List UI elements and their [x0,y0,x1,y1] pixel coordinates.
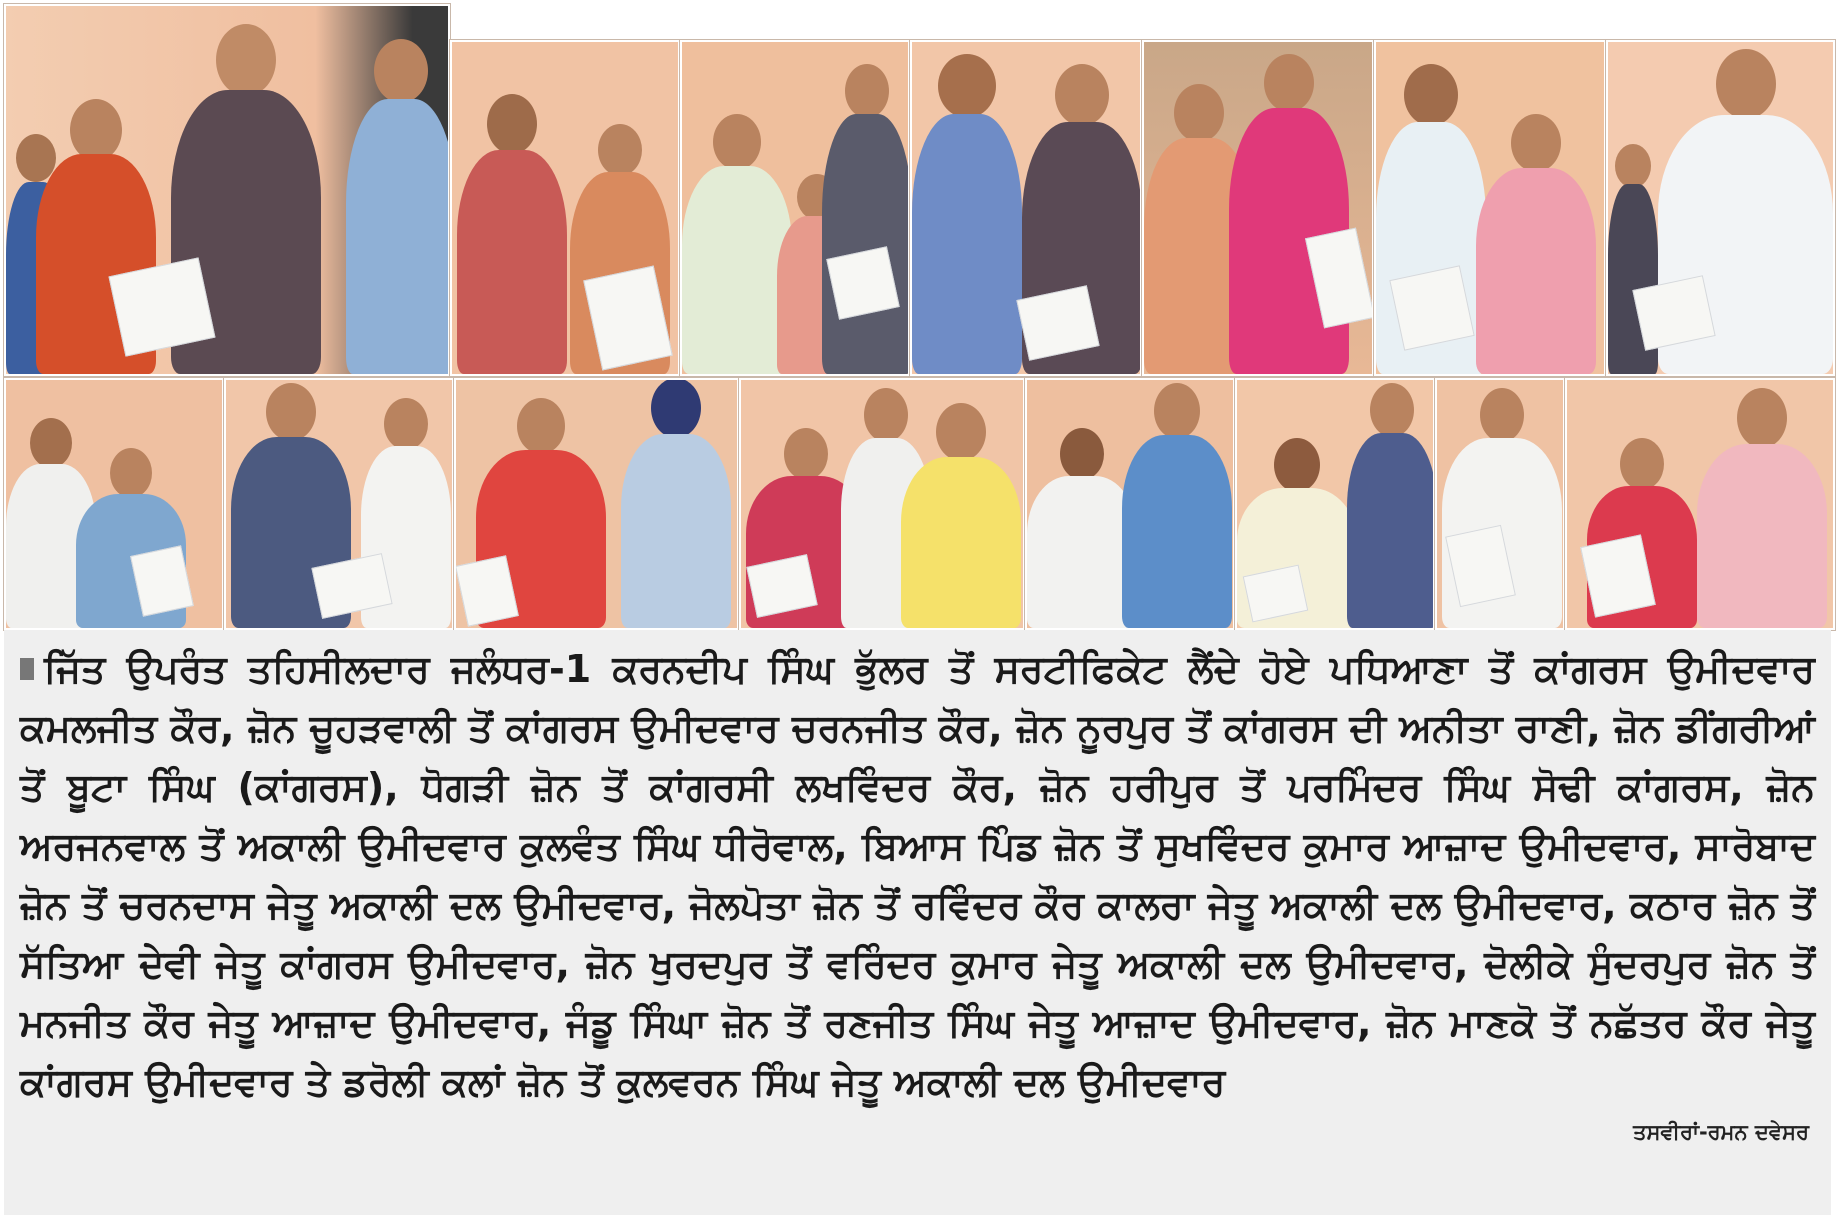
photo-15 [1565,378,1835,630]
photo-credit: ਤਸਵੀਰਾਂ-ਰਮਨ ਦਵੇਸਰ [1633,1120,1809,1144]
photo-5 [1142,40,1374,376]
photo-10 [454,378,739,630]
photo-14 [1435,378,1565,630]
bullet-marker [20,658,34,680]
photo-6 [1374,40,1606,376]
caption-text: ਜਿੱਤ ਉਪਰੰਤ ਤਹਿਸੀਲਦਾਰ ਜਲੰਧਰ-1 ਕਰਨਦੀਪ ਸਿੰਘ ਭੁੱਲਰ ਤੋਂ ਸਰਟੀਫਿਕੇਟ ਲੈਂਦੇ ਹੋਏ ਪਧਿਆਣਾ ਤੋਂ ਕਾਂਗਰਸ ਉਮੀਦਵਾਰ ਕਮਲਜੀਤ ਕੌਰ, ਜ਼ੋਨ ਚੂਹੜਵਾਲੀ ਤੋਂ ਕਾਂਗਰਸ ਉਮੀਦਵਾਰ ਚਰਨਜੀਤ ਕੌਰ, ਜ਼ੋਨ ਨੂਰਪੁਰ ਤੋਂ ਕਾਂਗਰਸ ਦੀ ਅਨੀਤਾ ਰਾਣੀ, ਜ਼ੋਨ ਡੀਂਗਰੀਆਂ ਤੋਂ ਬੂਟਾ ਸਿੰਘ (ਕਾਂਗਰਸ), ਧੋਗੜੀ ਜ਼ੋਨ ਤੋਂ ਕਾਂਗਰਸੀ ਲਖਵਿੰਦਰ ਕੌਰ, ਜ਼ੋਨ ਹਰੀਪੁਰ ਤੋਂ ਪਰਮਿੰਦਰ ਸਿੰਘ ਸੋਢੀ ਕਾਂਗਰਸ, ਜ਼ੋਨ ਅਰਜਨਵਾਲ ਤੋਂ ਅਕਾਲੀ ਉਮੀਦਵਾਰ ਕੁਲਵੰਤ ਸਿੰਘ ਧੀਰੋਵਾਲ, ਬਿਆਸ ਪਿੰਡ ਜ਼ੋਨ ਤੋਂ ਸੁਖਵਿੰਦਰ ਕੁਮਾਰ ਆਜ਼ਾਦ ਉਮੀਦਵਾਰ, ਸਾਰੋਬਾਦ ਜ਼ੋਨ ਤੋਂ ਚਰਨਦਾਸ ਜੇਤੂ ਅਕਾਲੀ ਦਲ ਉਮੀਦਵਾਰ, ਜੋਲਪੋਤਾ ਜ਼ੋਨ ਤੋਂ ਰਵਿੰਦਰ ਕੌਰ ਕਾਲਰਾ ਜੇਤੂ ਅਕਾਲੀ ਦਲ ਉਮੀਦਵਾਰ, ਕਠਾਰ ਜ਼ੋਨ ਤੋਂ ਸੱਤਿਆ ਦੇਵੀ ਜੇਤੂ ਕਾਂਗਰਸ ਉਮੀਦਵਾਰ, ਜ਼ੋਨ ਖੁਰਦਪੁਰ ਤੋਂ ਵਰਿੰਦਰ ਕੁਮਾਰ ਜੇਤੂ ਅਕਾਲੀ ਦਲ ਉਮੀਦਵਾਰ, ਦੋਲੀਕੇ ਸੁੰਦਰਪੁਰ ਜ਼ੋਨ ਤੋਂ ਮਨਜੀਤ ਕੌਰ ਜੇਤੂ ਆਜ਼ਾਦ ਉਮੀਦਵਾਰ, ਜੰਡੂ ਸਿੰਘਾ ਜ਼ੋਨ ਤੋਂ ਰਣਜੀਤ ਸਿੰਘ ਜੇਤੂ ਆਜ਼ਾਦ ਉਮੀਦਵਾਰ, ਜ਼ੋਨ ਮਾਣਕੋ ਤੋਂ ਨਛੱਤਰ ਕੌਰ ਜੇਤੂ ਕਾਂਗਰਸ ਉਮੀਦਵਾਰ ਤੇ ਡਰੋਲੀ ਕਲਾਂ ਜ਼ੋਨ ਤੋਂ ਕੁਲਵਰਨ ਸਿੰਘ ਜੇਤੂ ਅਕਾਲੀ ਦਲ ਉਮੀਦਵਾਰ [20,647,1815,1104]
photo-4 [910,40,1142,376]
photo-7 [1606,40,1835,376]
photo-9 [224,378,454,630]
photo-12 [1025,378,1235,630]
photo-3 [680,40,910,376]
photo-8 [4,378,224,630]
photo-13 [1235,378,1435,630]
caption-paragraph [20,640,1815,1112]
caption-box [4,630,1831,1215]
photo-11 [739,378,1025,630]
photo-2 [450,40,680,376]
photo-1 [4,4,450,376]
